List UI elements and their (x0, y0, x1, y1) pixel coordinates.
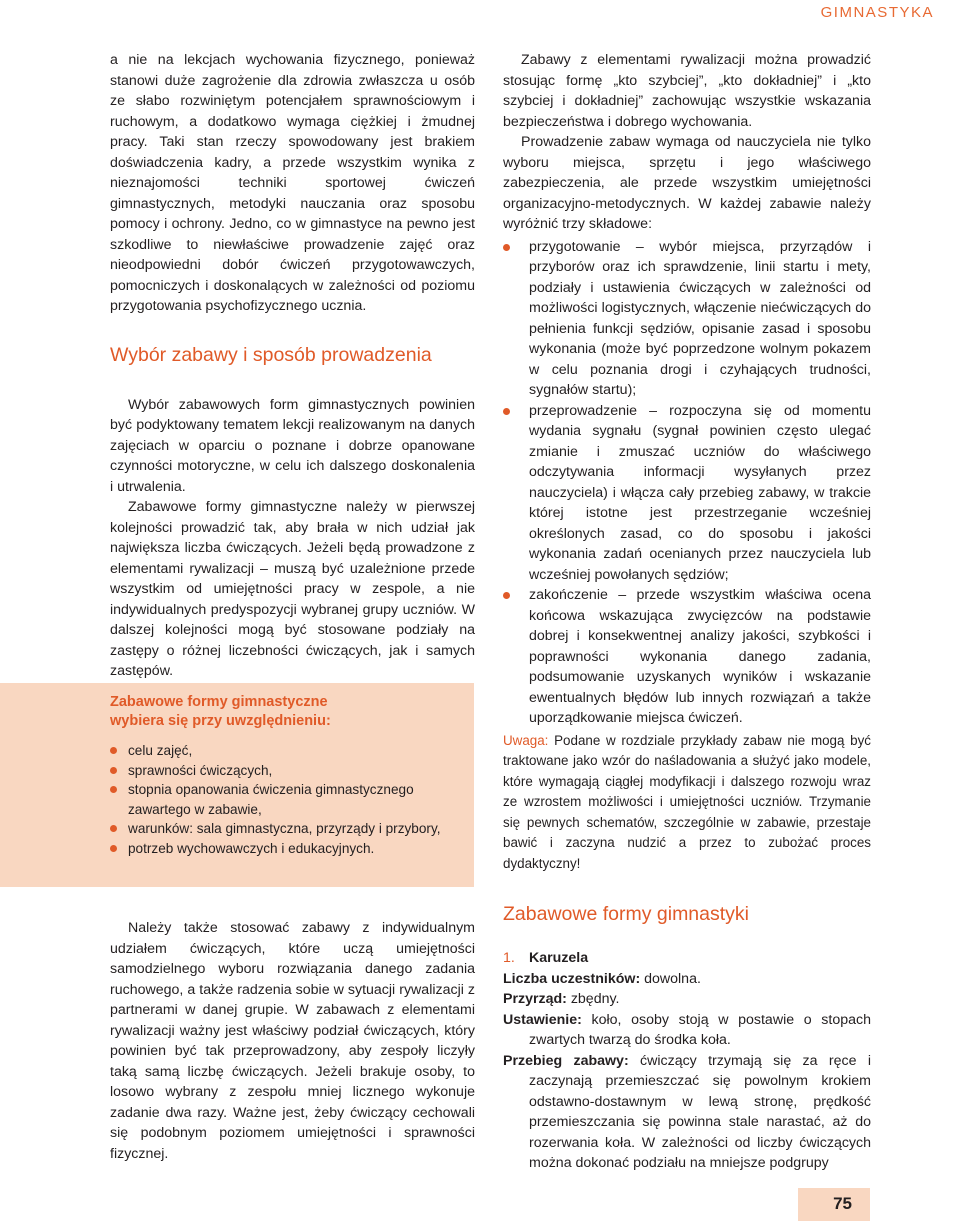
components-list-item: przygotowanie – wybór miejsca, przyrządów i przyborów oraz ich sprawdzenie, linii startu i mety, podziały i ustawienia ćwiczących w zależności od możliwości logistycznych, włączenie niećwiczących do pełnienia funkcji sędziów, opisanie zasad i sposobu wykonania (może być poprzedzone wolnym pokazem w celu poznania drogi i czyhających trudności, sygnałów startu); (503, 237, 871, 401)
page-number: 75 (833, 1194, 852, 1213)
game-course: Przebieg zabawy: ćwiczący trzymają się za ręce i zaczynają przemieszczać się powolnym krokiem odstawno-dostawnym w lewą stronę, prędkość przemieszczania się powinna stale narastać, aż do rozerwania koła. W zależności od liczby ćwiczących można dokonać podziału na mniejsze podgrupy (503, 1052, 871, 1171)
sidebar-heading-line-1: Zabawowe formy gimnastyczne (110, 694, 328, 710)
game-equipment: Przyrząd: zbędny. (503, 991, 620, 1007)
sidebar-list (110, 741, 460, 858)
components-list-item: przeprowadzenie – rozpoczyna się od momentu wydania sygnału (sygnał powinien często ulegać zmianie i zmuszać uczniów do właściwego odczytywania informacji wysyłanych przez nauczyciela) i włącza cały przebieg zabawy, w trakcie której istotne jest przestrzeganie wcześniej określonych zasad, co do sposobu i jakości wykonania zadań ocenianych przez nauczyciela lub wcześniej powołanych sędziów; (503, 401, 871, 586)
game-participants: Liczba uczestników: dowolna. (503, 970, 701, 987)
page-number-box (798, 1188, 870, 1221)
sidebar-list-item: stopnia opanowania ćwiczenia gimnastycznego zawartego w zabawie, (110, 780, 460, 819)
note-label: Uwaga: (503, 732, 549, 748)
bullet-icon (503, 592, 510, 599)
sidebar-box (0, 683, 474, 887)
right-paragraph-2: Prowadzenie zabaw wymaga od nauczyciela nie tylko wyboru miejsca, sprzętu i jego właściwego zabezpieczenia, ale przede wszystkim umiejętności organizacyjno-metodycznych. W każdej zabawie należy wyróżnić trzy składowe: (503, 134, 871, 232)
section-label: GIMNASTYKA (820, 4, 934, 21)
components-list (503, 237, 871, 729)
section-heading-choice: Wybór zabawy i sposób prowadzenia (110, 343, 432, 366)
bullet-icon (110, 825, 117, 832)
section-heading-forms: Zabawowe formy gimnastyki (503, 903, 749, 925)
right-paragraph-1: Zabawy z elementami rywalizacji można prowadzić stosując formę „kto szybciej”, „kto dokładniej” i „kto szybciej i dokładniej” zachowując wszystkie wskazania bezpieczeństwa i dobrego wychowania. (503, 52, 871, 130)
left-paragraph-1: a nie na lekcjach wychowania fizycznego, ponieważ stanowi duże zagrożenie dla zdrowia zwłaszcza u osób ze słabo rozwiniętym potencjałem sprawnościowym i ruchowym, a dodatkowo wymaga ciężkiej i żmudnej pracy. Taki stan rzeczy spowodowany jest brakiem doświadczenia kadry, a przede wszystkim wynika z nieznajomości techniki sportowej ćwiczeń gimnastycznych, metodyki nauczania oraz sposobu pomocy i ochrony. Jedno, co w gimnastyce na pewno jest szkodliwe to niewłaściwe prowadzenie zajęć oraz nieodpowiedni dobór ćwiczeń przygotowawczych, pomocniczych i doskonalących w zależności od poziomu przygotowania psychofizycznego ucznia. (110, 52, 475, 314)
sidebar-list-item: celu zajęć, (110, 741, 460, 761)
note (503, 731, 871, 875)
left-paragraph-2: Wybór zabawowych form gimnastycznych powinien być podyktowany tematem lekcji realizowanym na danych zajęciach w oparciu o poznane i dobrze opanowane czynności motoryczne, w celu ich dalszego doskonalenia i utrwalenia. (110, 396, 475, 495)
game-setup: Ustawienie: koło, osoby stoją w postawie o stopach zwartych twarzą do środka koła. (503, 1011, 871, 1048)
left-paragraph-4: Należy także stosować zabawy z indywidualnym udziałem ćwiczących, które uczą umiejętności samodzielnego wyboru rozwiązania danego zadania ruchowego, a także radzenia sobie w sytuacji rywalizacji z partnerami w danej grupie. W zabawach z elementami rywalizacji ważny jest właściwy podział ćwiczących, który powinien być tak przeprowadzony, aby zespoły liczyły taką samą liczbę ćwiczących. Jeżeli brakuje osoby, to losowo wybrany z zespołu mniej licznego wykonuje zadanie dwa razy. Ważne jest, żeby ćwiczący cechowali się podobnym poziomem umiejętności i sprawności fizycznej. (110, 920, 475, 1162)
game-name: Karuzela (529, 950, 589, 966)
sidebar-list-item: warunków: sala gimnastyczna, przyrządy i przybory, (110, 819, 460, 839)
sidebar-list-item: sprawności ćwiczących, (110, 761, 460, 781)
right-column (503, 50, 871, 1174)
game-title (503, 948, 871, 969)
bullet-icon (110, 767, 117, 774)
components-list-item: zakończenie – przede wszystkim właściwa ocena końcowa wskazująca zwycięzców na podstawie dobrej i konsekwentnej analizy jakości, szybkości i poprawności wykonania danego zadania, podsumowanie uzyskanych wyników i wskazanie ewentualnych błędów lub innych rozwiązań a także uporządkowanie miejsca ćwiczeń. (503, 585, 871, 729)
bullet-icon (503, 408, 510, 415)
game-number: 1. (503, 950, 515, 966)
bullet-icon (503, 244, 510, 251)
sidebar-list-item: potrzeb wychowawczych i edukacyjnych. (110, 839, 460, 859)
left-column-bottom (110, 918, 475, 1164)
left-column (110, 50, 475, 682)
bullet-icon (110, 747, 117, 754)
note-text: Podane w rozdziale przykłady zabaw nie mogą być traktowane jako wzór do naśladowania a służyć jako modele, które wymagają ciągłej modyfikacji i dalszego rozwoju wraz ze wzrostem możliwości i umiejętności uczniów. Trzymanie się pewnych schematów, szczególnie w zabawie, przestaje bawić i zaczyna nudzić a przez to zubożać proces dydaktyczny! (503, 732, 871, 871)
bullet-icon (110, 786, 117, 793)
sidebar-heading-line-2: wybiera się przy uwzględnieniu: (110, 713, 331, 729)
bullet-icon (110, 845, 117, 852)
sidebar-heading (110, 693, 460, 731)
left-paragraph-3: Zabawowe formy gimnastyczne należy w pierwszej kolejności prowadzić tak, aby brała w nich udział jak największa liczba ćwiczących. Jeżeli będą prowadzone z elementami rywalizacji – muszą być uzależnione przede wszystkim od umiejętności pracy w zespole, a nie indywidualnych predyspozycji wybranej grupy uczniów. W dalszej kolejności mogą być stosowane podziały na zastępy o różnej liczebności ćwiczących, jak i samych zastępów. (110, 499, 475, 679)
